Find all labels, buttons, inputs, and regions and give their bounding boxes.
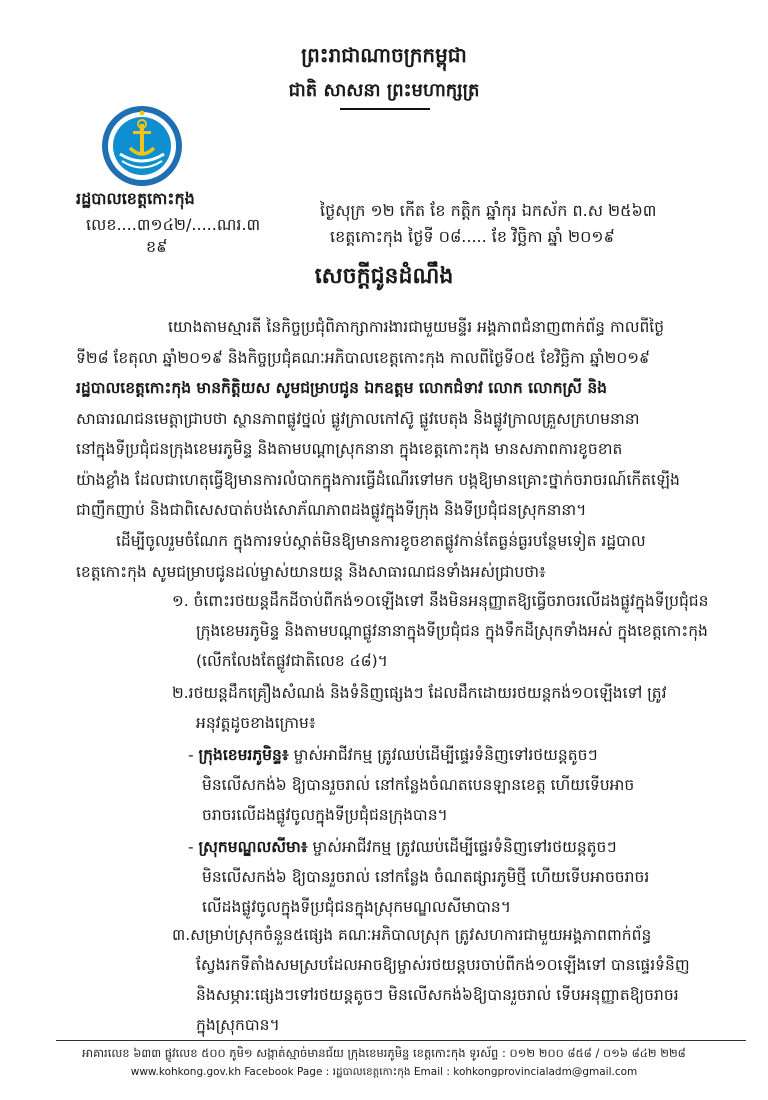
list-item-line: និងសម្ភារៈផ្សេងៗទៅរថយន្តតូចៗ មិនលើសកង់៦ឱ្យបានរួចរាល់ ទើបអនុញ្ញាតឱ្យចរាចរ — [196, 986, 679, 1004]
motto-divider — [340, 108, 430, 110]
paragraph-line: ខេត្តកោះកុង សូមជម្រាបជូនដល់ម្ចាស់យានយន្ត និងសាធារណជនទាំងអស់ជ្រាបថា៖ — [76, 562, 546, 581]
list-item-line: ស្វែងរកទីតាំងសមស្របដែលអាចឱ្យម្ចាស់រថយន្តបរចាប់ពីកង់១០ឡើងទៅ បានផ្ទេរទំនិញ — [196, 956, 690, 974]
paragraph-line: យ៉ាងខ្លាំង ដែលជាហេតុធ្វើឱ្យមានការលំបាកក្នុងការធ្វើដំណើរទៅមក បង្កឱ្យមានគ្រោះថ្នាក់ចរាចរណ៍កើតឡើង — [76, 470, 680, 489]
footer-divider — [56, 1040, 746, 1041]
letter-number — [86, 210, 260, 262]
lunar-date: ថ្ងៃសុក្រ ១២ កើត ខែ កត្តិក ឆ្នាំកុរ ឯកស័ក ព.ស ២៥៦៣ — [320, 201, 657, 220]
list-item-line: ៣.សម្រាប់ស្រុកចំនួន៥ផ្សេង គណៈអភិបាលស្រុក ត្រូវសហការជាមួយអង្គភាពពាក់ព័ន្ធ — [172, 926, 652, 944]
sub-bullet-line: មិនលើសកង់៦ ឱ្យបានរួចរាល់ នៅកន្លែង ចំណតផ្សារភូមិថ្មី ហើយទើបអាចចរាចរ — [202, 868, 650, 886]
paragraph-line: ដើម្បីចូលរួមចំណែក ក្នុងការទប់ស្កាត់មិនឱ្យមានការខូចខាតផ្លូវកាន់តែធ្ងន់ធ្ងរបន្ថែមទៀត រដ្ឋបាល — [116, 532, 646, 550]
kingdom-heading: ព្រះរាជាណាចក្រកម្ពុជា — [301, 43, 467, 67]
paragraph-line: សាធារណជនមេត្តាជ្រាបថា ស្ថានភាពផ្លូវថ្នល់ ផ្លូវក្រាលកៅស៊ូ ផ្លូវបេតុង និងផ្លូវក្រាលគ្រួសក្រហមនានា — [76, 409, 640, 428]
sub-bullet-line: មិនលើសកង់៦ ឱ្យបានរួចរាល់ នៅកន្លែងចំណតបេនឡានខេត្ត ហើយទើបអាច — [202, 776, 635, 794]
national-motto: ជាតិ សាសនា ព្រះមហាក្សត្រ — [288, 80, 480, 101]
paragraph-line: យោងតាមស្មារតី នៃកិច្ចប្រជុំពិភាក្សាការងារជាមួយមន្ទីរ អង្គភាពជំនាញពាក់ព័ន្ធ កាលពីថ្ងៃ — [168, 318, 665, 336]
letter-number-text: លេខ....៣១៤២/.....ណរ.៣ — [86, 215, 261, 234]
sub-bullet-line: - ក្រុងខេមរភូមិន្ទ៖ ម្ចាស់អាជីវកម្ម ត្រូវឈប់ដើម្បីផ្ទេរទំនិញទៅរថយន្តតូចៗ — [188, 746, 598, 764]
sub-bullet-krong — [188, 740, 738, 830]
list-item-line: (លើកលែងតែផ្លូវជាតិលេខ ៤៨)។ — [196, 652, 388, 670]
paragraph-1 — [76, 312, 736, 526]
footer-address: អាគារលេខ ៦៣៣ ផ្លូវលេខ ៥០០ ភូមិ១ សង្កាត់ស្មាច់មានជ័យ ក្រុងខេមរភូមិន្ទ ខេត្តកោះកុង ទូរស័ព្ទ : ០១២ ២០០ ៨៥៨ / ០១៦ ៨៤២ ២២៨ — [82, 1046, 686, 1060]
list-item-line: ក្រុងខេមរភូមិន្ទ និងតាមបណ្តាផ្លូវនានាក្នុងទីប្រជុំជន ក្នុងទឹកដីស្រុកទាំងអស់ ក្នុងខេត្តកោះកុង — [196, 622, 708, 640]
solar-date: ខេត្តកោះកុង ថ្ងៃទី ០៨..... ខែ វិច្ឆិកា ឆ្នាំ ២០១៩ — [330, 227, 615, 246]
sub-bullet-line: - ស្រុកមណ្ឌលសីមា៖ ម្ចាស់អាជីវកម្ម ត្រូវឈប់ដើម្បីផ្ទេរទំនិញទៅរថយន្តតូចៗ — [188, 838, 617, 856]
issuing-authority: រដ្ឋបាលខេត្តកោះកុង — [76, 189, 195, 208]
paragraph-2 — [76, 526, 736, 587]
paragraph-line: ជាញឹកញាប់ និងជាពិសេសបាត់បង់សោភ័ណភាពដងផ្លូវក្នុងទីក្រុង និងទីប្រជុំជនស្រុកនានា។ — [76, 501, 587, 519]
list-item-1 — [172, 586, 732, 676]
paragraph-line: ទី២៨ ខែតុលា ឆ្នាំ២០១៩ និងកិច្ចប្រជុំគណៈអភិបាលខេត្តកោះកុង កាលពីថ្ងៃទី០៥ ខែវិច្ឆិកា ឆ្នាំ២០១៩ — [76, 348, 650, 367]
letter-number-suffix: ខ៩ — [146, 237, 168, 256]
sub-bullet-label: ក្រុងខេមរភូមិន្ទ៖ — [198, 746, 289, 764]
list-item-line: ២.រថយន្តដឹកគ្រឿងសំណង់ និងទំនិញផ្សេងៗ ដែលដឹកដោយរថយន្តកង់១០ឡើងទៅ ត្រូវ — [172, 684, 667, 702]
list-item-3 — [172, 920, 732, 1040]
document-title: សេចក្តីជូនដំណឹង — [314, 264, 454, 289]
provincial-emblem-icon — [100, 104, 184, 188]
sub-bullet-label: ស្រុកមណ្ឌលសីមា៖ — [198, 838, 308, 856]
paragraph-line: នៅក្នុងទីប្រជុំជនក្រុងខេមរភូមិន្ទ និងតាមបណ្តាស្រុកនានា ក្នុងខេត្តកោះកុង មានសភាពការខូចខាត — [76, 440, 623, 458]
sub-bullet-line: ចរាចរលើដងផ្លូវចូលក្នុងទីប្រជុំជនក្រុងបាន។ — [202, 806, 448, 824]
list-item-line: អនុវត្តដូចខាងក្រោម៖ — [196, 714, 316, 732]
paragraph-line: រដ្ឋបាលខេត្តកោះកុង មានកិត្តិយស សូមជម្រាបជូន ឯកឧត្តម លោកជំទាវ លោក លោកស្រី និង — [76, 379, 608, 397]
list-item-2 — [172, 678, 732, 738]
sub-bullet-line: លើដងផ្លូវចូលក្នុងទីប្រជុំជនក្នុងស្រុកមណ្ឌលសីមាបាន។ — [202, 898, 511, 916]
footer-contact: www.kohkong.gov.kh Facebook Page : រដ្ឋបាលខេត្តកោះកុង Email : kohkongprovincialadm@gmail.com — [130, 1066, 638, 1078]
sub-bullet-mondul-seima — [188, 832, 738, 922]
list-item-line: ក្នុងស្រុកបាន។ — [196, 1016, 280, 1034]
list-item-line: ១. ចំពោះរថយន្តដឹកដីចាប់ពីកង់១០ឡើងទៅ នឹងមិនអនុញ្ញាតឱ្យធ្វើចរាចរលើដងផ្លូវក្នុងទីប្រជុំជន — [172, 592, 709, 610]
